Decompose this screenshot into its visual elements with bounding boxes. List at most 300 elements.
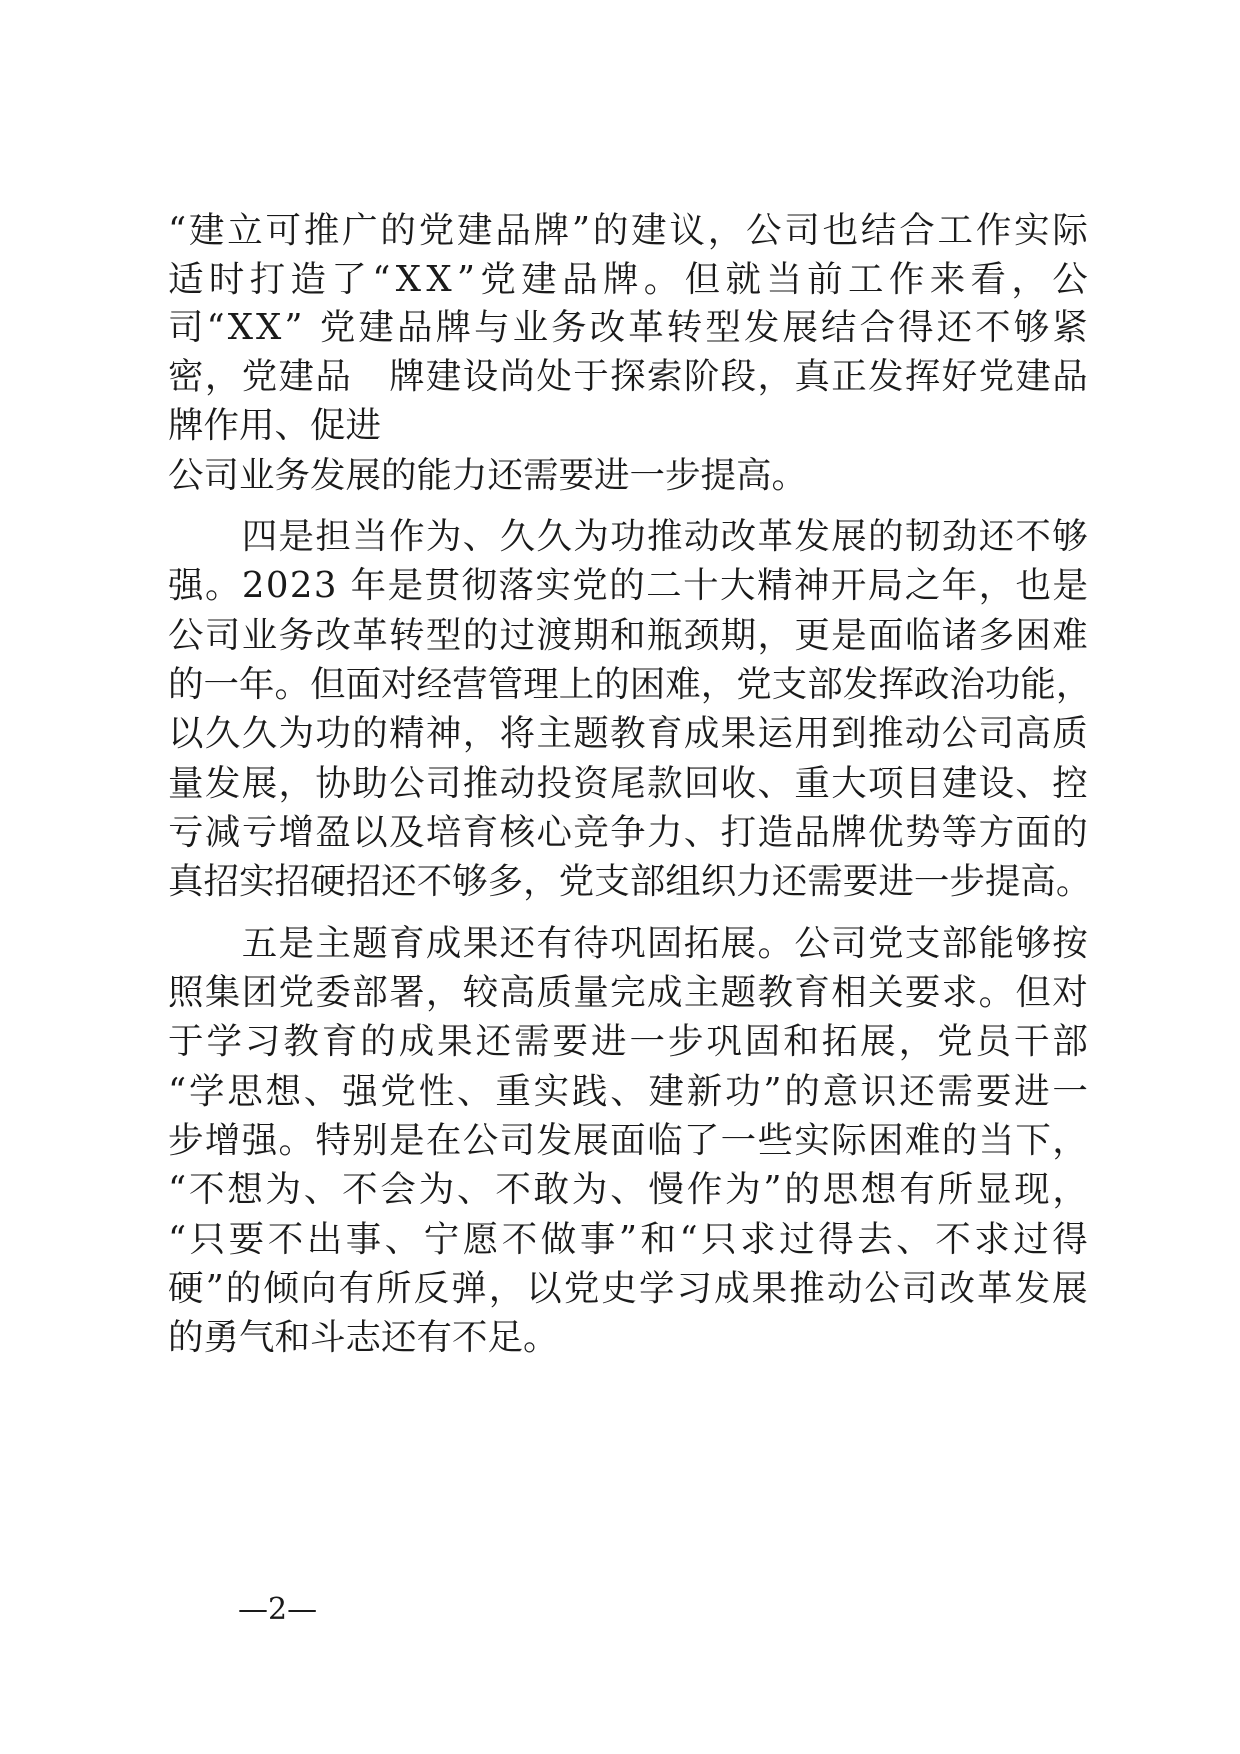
- text-glyph: 面: [610, 1120, 646, 1161]
- text-glyph: 牌: [831, 812, 867, 853]
- text-glyph: 步: [667, 1021, 704, 1062]
- text-glyph: 彻: [461, 565, 497, 606]
- text-glyph: 是: [278, 923, 315, 964]
- text-glyph: 就: [725, 259, 761, 300]
- text-glyph: ，: [898, 1021, 935, 1062]
- text-glyph: 助: [352, 763, 388, 804]
- text-glyph: 要: [904, 972, 941, 1013]
- text-glyph: 务: [551, 307, 587, 348]
- text-glyph: 一: [913, 861, 950, 902]
- text-glyph: ”: [763, 1169, 782, 1210]
- text-glyph: 诸: [941, 615, 978, 656]
- text-glyph: 要: [552, 1021, 589, 1062]
- text-glyph: 需: [807, 861, 843, 902]
- text-glyph: [168, 512, 204, 562]
- text-glyph: 的: [784, 1169, 820, 1210]
- text-glyph: 育: [321, 1021, 358, 1062]
- text-glyph: 司: [204, 615, 241, 656]
- text-glyph: 紧: [1052, 307, 1088, 348]
- text-glyph: 支: [771, 664, 808, 705]
- text-glyph: 需: [937, 1071, 974, 1112]
- text-glyph: 按: [1052, 923, 1088, 964]
- text-glyph: 一: [720, 1120, 757, 1161]
- text-glyph: 想: [227, 1169, 263, 1210]
- text-glyph: 立: [227, 210, 263, 251]
- text-glyph: 部: [941, 923, 978, 964]
- text-glyph: 二: [646, 565, 682, 606]
- text-glyph: 部: [1052, 1021, 1088, 1062]
- text-glyph: 学: [638, 1268, 675, 1309]
- text-glyph: 进: [1014, 1071, 1050, 1112]
- text-glyph: 题: [352, 923, 388, 964]
- text-glyph: 担: [315, 516, 351, 557]
- text-glyph: 硬: [168, 1268, 204, 1309]
- text-glyph: 习: [244, 1021, 281, 1062]
- text-glyph: 别: [352, 1120, 388, 1161]
- text-glyph: 挥: [904, 356, 941, 397]
- text-glyph: 不: [935, 1219, 971, 1260]
- text-glyph: 年: [941, 565, 978, 606]
- text-glyph: 处: [536, 356, 572, 397]
- text-glyph: 思: [822, 1169, 859, 1210]
- text-glyph: 主: [315, 923, 351, 964]
- text-glyph: 为: [278, 713, 315, 754]
- text-glyph: 成: [646, 972, 683, 1013]
- text-glyph: 求: [974, 1219, 1010, 1260]
- text-glyph: 造: [757, 812, 794, 853]
- text-glyph: 多: [978, 615, 1015, 656]
- text-glyph: 尾: [610, 763, 646, 804]
- text-glyph: 型: [425, 615, 462, 656]
- text-glyph: 敢: [533, 1169, 570, 1210]
- text-glyph: 是: [1052, 565, 1088, 606]
- text-glyph: 盈: [315, 812, 351, 853]
- text-glyph: 工: [937, 210, 974, 251]
- text-glyph: 当: [978, 1120, 1015, 1161]
- text-glyph: 功: [610, 516, 646, 557]
- text-glyph: 能: [978, 923, 1015, 964]
- text-glyph: “: [206, 307, 225, 348]
- text-glyph: 硬: [310, 861, 346, 902]
- text-glyph: 司: [425, 763, 462, 804]
- text-glyph: 、: [757, 763, 794, 804]
- text-glyph: 显: [975, 1169, 1012, 1210]
- text-glyph: 高: [1020, 861, 1056, 902]
- text-glyph: 、: [384, 1219, 421, 1260]
- text-glyph: 求: [740, 1219, 776, 1260]
- text-glyph: 强: [241, 1120, 278, 1161]
- text-glyph: ，: [700, 664, 737, 705]
- text-glyph: 司: [168, 307, 204, 348]
- text-glyph: 质: [536, 972, 572, 1013]
- text-glyph: 只: [189, 1219, 226, 1260]
- text-glyph: 建: [188, 210, 225, 251]
- text-glyph: 不: [188, 1169, 225, 1210]
- text-glyph: 要: [228, 1219, 265, 1260]
- text-glyph: 适: [168, 259, 204, 300]
- text-glyph: 果: [462, 923, 499, 964]
- text-glyph: 党: [558, 861, 595, 902]
- text-line: [168, 709, 1088, 759]
- text-glyph: 开: [830, 565, 867, 606]
- text-glyph: ，: [523, 861, 559, 902]
- text-glyph: 。: [278, 1120, 315, 1161]
- text-glyph: 。: [757, 923, 794, 964]
- text-glyph: 经: [416, 664, 453, 705]
- text-glyph: 久: [204, 713, 241, 754]
- text-glyph: 建: [358, 307, 394, 348]
- text-glyph: 是: [387, 565, 424, 606]
- text-glyph: ”: [205, 1268, 224, 1309]
- text-glyph: ”: [763, 1071, 782, 1112]
- text-glyph: 密: [168, 356, 204, 397]
- text-glyph: 党: [736, 664, 772, 705]
- text-glyph: 对: [381, 664, 417, 705]
- text-glyph: 员: [975, 1021, 1012, 1062]
- text-glyph: 革: [757, 516, 794, 557]
- text-glyph: 还: [936, 307, 973, 348]
- text-glyph: 思: [227, 1071, 263, 1112]
- text-glyph: 党: [978, 356, 1015, 397]
- text-glyph: 题: [720, 972, 757, 1013]
- text-glyph: 久: [499, 516, 536, 557]
- text-glyph: 成: [425, 923, 462, 964]
- text-glyph: 需: [514, 1021, 550, 1062]
- text-glyph: 型: [705, 307, 741, 348]
- text-glyph: 资: [573, 763, 609, 804]
- text-glyph: 党: [563, 1268, 600, 1309]
- text-glyph: 当: [766, 259, 802, 300]
- text-glyph: 颈: [683, 615, 720, 656]
- text-glyph: 的: [941, 1120, 978, 1161]
- text-glyph: 真: [794, 356, 830, 397]
- text-glyph: 招: [274, 861, 311, 902]
- text-glyph: 牌: [435, 307, 472, 348]
- text-glyph: ，: [425, 972, 462, 1013]
- text-glyph: 优: [868, 812, 904, 853]
- text-glyph: 意: [822, 1071, 859, 1112]
- text-glyph: 推: [303, 210, 340, 251]
- text-glyph: 但: [1015, 972, 1051, 1013]
- text-glyph: 改: [939, 1268, 975, 1309]
- text-glyph: 反: [413, 1268, 450, 1309]
- text-glyph: 神: [793, 565, 830, 606]
- text-glyph: 是: [831, 615, 867, 656]
- text-glyph: 部: [352, 972, 388, 1013]
- text-glyph: 党: [868, 923, 904, 964]
- text-glyph: ，: [978, 565, 1015, 606]
- text-glyph: 转: [389, 615, 425, 656]
- text-glyph: 建: [425, 356, 462, 397]
- text-glyph: 面: [868, 615, 904, 656]
- text-glyph: 还: [381, 861, 417, 902]
- text-glyph: 段: [720, 356, 757, 397]
- text-glyph: 劲: [941, 516, 978, 557]
- text-glyph: 主: [683, 972, 720, 1013]
- text-glyph: 的: [594, 664, 630, 705]
- text-glyph: 强: [168, 565, 204, 606]
- text-glyph: ”: [571, 210, 591, 251]
- text-glyph: 的: [225, 1268, 262, 1309]
- text-glyph: 动: [826, 1268, 863, 1309]
- text-glyph: 的: [168, 664, 204, 705]
- text-line: [168, 611, 1088, 661]
- text-glyph: 进: [878, 861, 914, 902]
- text-glyph: 部: [807, 664, 843, 705]
- text-glyph: 、: [610, 1071, 646, 1112]
- text-line: 的勇气和斗志还有不足。: [168, 1317, 559, 1358]
- text-glyph: 广: [342, 210, 378, 251]
- text-glyph: 、: [896, 1219, 932, 1260]
- text-glyph: 、: [462, 516, 499, 557]
- text-glyph: 司: [978, 713, 1015, 754]
- text-glyph: 来: [929, 259, 966, 300]
- text-glyph: 成: [714, 1268, 750, 1309]
- text-glyph: 尚: [499, 356, 536, 397]
- text-glyph: 作: [686, 1169, 723, 1210]
- text-glyph: 实: [533, 1071, 570, 1112]
- text-glyph: 还: [499, 923, 536, 964]
- text-glyph: 重: [794, 763, 830, 804]
- text-glyph: 于: [168, 1021, 204, 1062]
- text-glyph: 结: [860, 210, 897, 251]
- text-glyph: 推: [462, 763, 499, 804]
- text-glyph: 的: [609, 565, 645, 606]
- text-glyph: 党: [278, 972, 315, 1013]
- text-glyph: 以: [352, 812, 388, 853]
- text-glyph: 和: [610, 615, 646, 656]
- text-glyph: 等: [941, 812, 978, 853]
- text-glyph: ，: [462, 713, 499, 754]
- text-glyph: 品: [794, 812, 830, 853]
- text-glyph: 过: [499, 615, 536, 656]
- text-glyph: 看: [970, 259, 1007, 300]
- text-glyph: 巩: [610, 923, 646, 964]
- text-glyph: 渡: [536, 615, 572, 656]
- text-glyph: 团: [241, 972, 278, 1013]
- text-glyph: 够: [1015, 923, 1051, 964]
- text-glyph: 党: [241, 356, 278, 397]
- text-glyph: 还: [475, 1021, 512, 1062]
- text-glyph: 转: [666, 307, 703, 348]
- text-glyph: 步: [168, 1120, 204, 1161]
- text-glyph: 为: [425, 516, 462, 557]
- text-glyph: 期: [573, 615, 609, 656]
- text-glyph: 神: [425, 713, 462, 754]
- text-glyph: 之: [904, 565, 941, 606]
- text-glyph: 巩: [706, 1021, 742, 1062]
- text-glyph: 不: [501, 1219, 538, 1260]
- text-glyph: X: [395, 259, 421, 300]
- text-glyph: 性: [418, 1071, 455, 1112]
- text-glyph: 瓶: [646, 615, 683, 656]
- text-glyph: 、: [303, 1169, 340, 1210]
- text-line: 公司业务发展的能力还需要进一步提高。: [168, 455, 808, 496]
- text-glyph: 教: [757, 972, 794, 1013]
- text-glyph: 展: [782, 307, 818, 348]
- text-glyph: 过: [779, 1219, 815, 1260]
- text-glyph: 发: [743, 307, 780, 348]
- text-glyph: 业: [512, 307, 549, 348]
- text-glyph: 还: [978, 516, 1015, 557]
- text-glyph: 亏: [168, 812, 204, 853]
- text-glyph: 。: [274, 664, 311, 705]
- text-glyph: 司: [784, 210, 820, 251]
- text-line: [168, 968, 1088, 1018]
- text-glyph: 求: [941, 972, 978, 1013]
- text-glyph: 久: [536, 516, 572, 557]
- text-glyph: 够: [1052, 516, 1088, 557]
- text-glyph: 设: [978, 763, 1015, 804]
- text-glyph: 建: [521, 259, 557, 300]
- text-line: [168, 1116, 1088, 1166]
- text-glyph: 党: [380, 1071, 416, 1112]
- text-glyph: 够: [1013, 307, 1050, 348]
- text-glyph: 项: [868, 763, 904, 804]
- text-glyph: 果: [720, 713, 757, 754]
- text-glyph: 期: [720, 615, 757, 656]
- text-glyph: 所: [376, 1268, 412, 1309]
- text-glyph: 主: [536, 713, 572, 754]
- text-glyph: 作: [975, 210, 1012, 251]
- text-glyph: 实: [794, 1120, 830, 1161]
- text-glyph: 对: [1052, 972, 1088, 1013]
- text-glyph: 的: [462, 615, 499, 656]
- text-glyph: 、: [457, 1169, 493, 1210]
- text-glyph: 展: [860, 1021, 896, 1062]
- text-glyph: 现: [1014, 1169, 1050, 1210]
- text-glyph: 质: [1052, 713, 1088, 754]
- text-glyph: 可: [265, 210, 302, 251]
- text-glyph: 为: [573, 516, 609, 557]
- text-glyph: 时: [208, 259, 245, 300]
- text-glyph: 、: [683, 812, 720, 853]
- text-glyph: 的: [868, 516, 904, 557]
- text-glyph: 品: [1052, 356, 1088, 397]
- text-glyph: 建: [631, 210, 667, 251]
- text-glyph: 为: [418, 1169, 455, 1210]
- text-glyph: 减: [204, 812, 241, 853]
- text-glyph: 以: [168, 713, 204, 754]
- text-glyph: ，: [278, 763, 315, 804]
- text-glyph: 公: [462, 1120, 499, 1161]
- text-glyph: 招: [345, 861, 382, 902]
- text-glyph: 运: [757, 713, 794, 754]
- text-glyph: 宁: [423, 1219, 460, 1260]
- text-line: [168, 660, 1092, 710]
- text-glyph: 工: [848, 259, 884, 300]
- text-glyph: 投: [536, 763, 572, 804]
- text-glyph: 学: [206, 1021, 242, 1062]
- text-glyph: 但: [684, 259, 721, 300]
- text-glyph: 得: [1052, 1219, 1088, 1260]
- text-glyph: 造: [290, 259, 327, 300]
- text-glyph: 0: [265, 565, 289, 606]
- text-glyph: 公: [864, 1268, 900, 1309]
- text-line: [168, 808, 1088, 858]
- text-glyph: 改: [315, 615, 351, 656]
- text-glyph: 难: [1052, 615, 1088, 656]
- text-glyph: 当: [352, 516, 388, 557]
- text-glyph: 局: [867, 565, 904, 606]
- text-line: [168, 1264, 1088, 1314]
- text-glyph: 十: [683, 565, 719, 606]
- text-glyph: 收: [720, 763, 757, 804]
- text-glyph: 为: [265, 1169, 302, 1210]
- text-glyph: ，: [1052, 1169, 1088, 1210]
- text-glyph: 临: [646, 1120, 683, 1161]
- text-glyph: 公: [941, 713, 978, 754]
- text-glyph: 推: [646, 516, 683, 557]
- text-glyph: 革: [628, 307, 664, 348]
- text-glyph: 、: [610, 1169, 646, 1210]
- text-glyph: 款: [646, 763, 683, 804]
- text-glyph: [352, 352, 388, 402]
- text-glyph: 向: [300, 1268, 337, 1309]
- text-glyph: “: [168, 1071, 187, 1112]
- text-glyph: 。: [1055, 861, 1092, 902]
- text-glyph: 、: [457, 1071, 493, 1112]
- text-glyph: 竞: [573, 812, 609, 853]
- text-glyph: 增: [204, 1120, 241, 1161]
- text-line: [168, 255, 1088, 305]
- text-glyph: 些: [757, 1120, 794, 1161]
- text-glyph: 能: [1020, 664, 1056, 705]
- text-glyph: 打: [249, 259, 286, 300]
- text-glyph: 回: [683, 763, 720, 804]
- text-glyph: 教: [610, 713, 646, 754]
- text-glyph: 培: [425, 812, 462, 853]
- text-glyph: 困: [1015, 615, 1051, 656]
- text-glyph: 年: [239, 664, 275, 705]
- text-glyph: 及: [389, 812, 425, 853]
- text-glyph: 育: [389, 923, 425, 964]
- text-glyph: 固: [744, 1021, 781, 1062]
- text-glyph: 得: [898, 307, 934, 348]
- text-glyph: 一: [1052, 1071, 1088, 1112]
- text-glyph: 量: [573, 972, 609, 1013]
- text-glyph: 育: [462, 812, 499, 853]
- text-glyph: 建: [278, 356, 315, 397]
- text-glyph: 照: [168, 972, 204, 1013]
- text-glyph: 更: [794, 615, 830, 656]
- text-line: [168, 1165, 1088, 1215]
- text-glyph: 司: [901, 1268, 938, 1309]
- text-glyph: 成: [398, 1021, 435, 1062]
- text-line: [168, 1067, 1088, 1117]
- text-glyph: 过: [1013, 1219, 1049, 1260]
- text-glyph: 真: [168, 861, 204, 902]
- text-glyph: 革: [977, 1268, 1013, 1309]
- text-glyph: 公: [794, 923, 830, 964]
- text-glyph: 发: [868, 356, 904, 397]
- text-glyph: [168, 919, 204, 969]
- text-glyph: 践: [571, 1071, 608, 1112]
- text-glyph: “: [679, 1219, 698, 1260]
- text-glyph: 待: [573, 923, 609, 964]
- text-glyph: [205, 919, 241, 969]
- text-line: [168, 1215, 1088, 1265]
- text-glyph: 争: [610, 812, 646, 853]
- text-glyph: 精: [756, 565, 793, 606]
- text-glyph: 年: [350, 565, 387, 606]
- text-line: [168, 1017, 1088, 1067]
- text-glyph: 不: [342, 1169, 378, 1210]
- text-glyph: 只: [701, 1219, 737, 1260]
- text-glyph: 、: [303, 1071, 340, 1112]
- text-glyph: 不: [267, 1219, 304, 1260]
- text-glyph: 所: [937, 1169, 974, 1210]
